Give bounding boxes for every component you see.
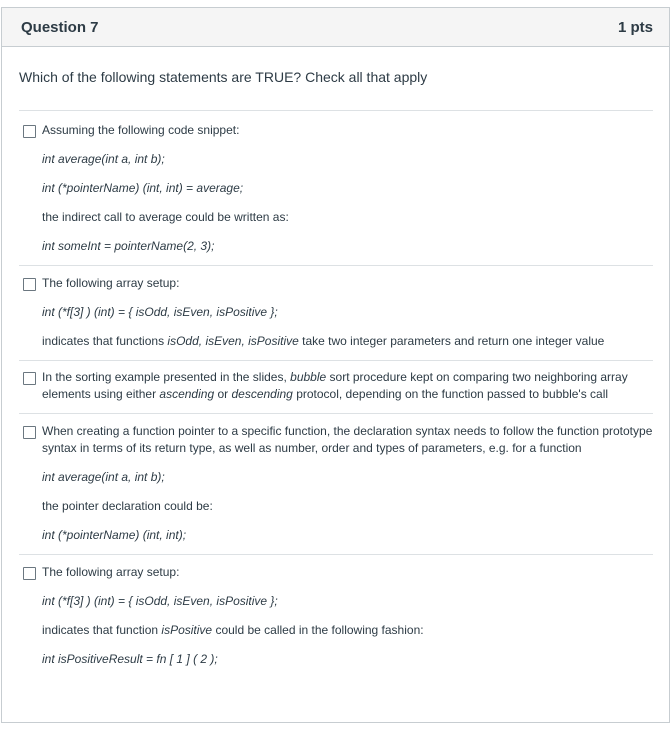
question-header	[2, 8, 669, 47]
answer-option-2[interactable]	[19, 265, 653, 360]
question-points: 1 pts	[617, 18, 653, 36]
answer-text: In the sorting example presented in the slides, bubble sort procedure kept on comparing two neighboring array elements using either ascending or descending protocol, depending on the function passed to bubble's call	[42, 370, 628, 401]
answer-option-3[interactable]	[19, 360, 653, 413]
answer-text: Assuming the following code snippet:	[42, 123, 240, 137]
answer-text: the indirect call to average could be written as:	[42, 210, 289, 224]
checkbox[interactable]	[23, 372, 36, 385]
checkbox[interactable]	[23, 278, 36, 291]
answer-option-1[interactable]	[19, 110, 653, 265]
checkbox[interactable]	[23, 426, 36, 439]
answer-text: indicates that function isPositive could be called in the following fashion:	[42, 623, 424, 637]
answer-option-4[interactable]	[19, 413, 653, 554]
answer-text: the pointer declaration could be:	[42, 499, 213, 513]
code-line: int (*pointerName) (int, int);	[42, 528, 187, 542]
code-line: int (*pointerName) (int, int) = average;	[42, 181, 244, 195]
question-title: Question 7	[21, 18, 99, 36]
answer-list	[19, 110, 653, 676]
code-line: int someInt = pointerName(2, 3);	[42, 239, 215, 253]
checkbox[interactable]	[23, 125, 36, 138]
question-prompt: Which of the following statements are TRUE? Check all that apply	[19, 69, 428, 85]
answer-option-5[interactable]	[19, 554, 653, 676]
answer-text: The following array setup:	[42, 276, 180, 290]
code-line: int isPositiveResult = fn [ 1 ] ( 2 );	[42, 652, 218, 666]
code-line: int average(int a, int b);	[42, 470, 165, 484]
code-line: int (*f[3] ) (int) = { isOdd, isEven, isPositive };	[42, 594, 278, 608]
answer-text: indicates that functions isOdd, isEven, isPositive take two integer parameters and return one integer value	[42, 334, 605, 348]
checkbox[interactable]	[23, 567, 36, 580]
answer-text: When creating a function pointer to a specific function, the declaration syntax needs to follow the function prototype syntax in terms of its return type, as well as number, order and types of parameters, e.g. for a function	[42, 424, 653, 455]
answer-text: The following array setup:	[42, 565, 180, 579]
code-line: int (*f[3] ) (int) = { isOdd, isEven, isPositive };	[42, 305, 278, 319]
code-line: int average(int a, int b);	[42, 152, 165, 166]
